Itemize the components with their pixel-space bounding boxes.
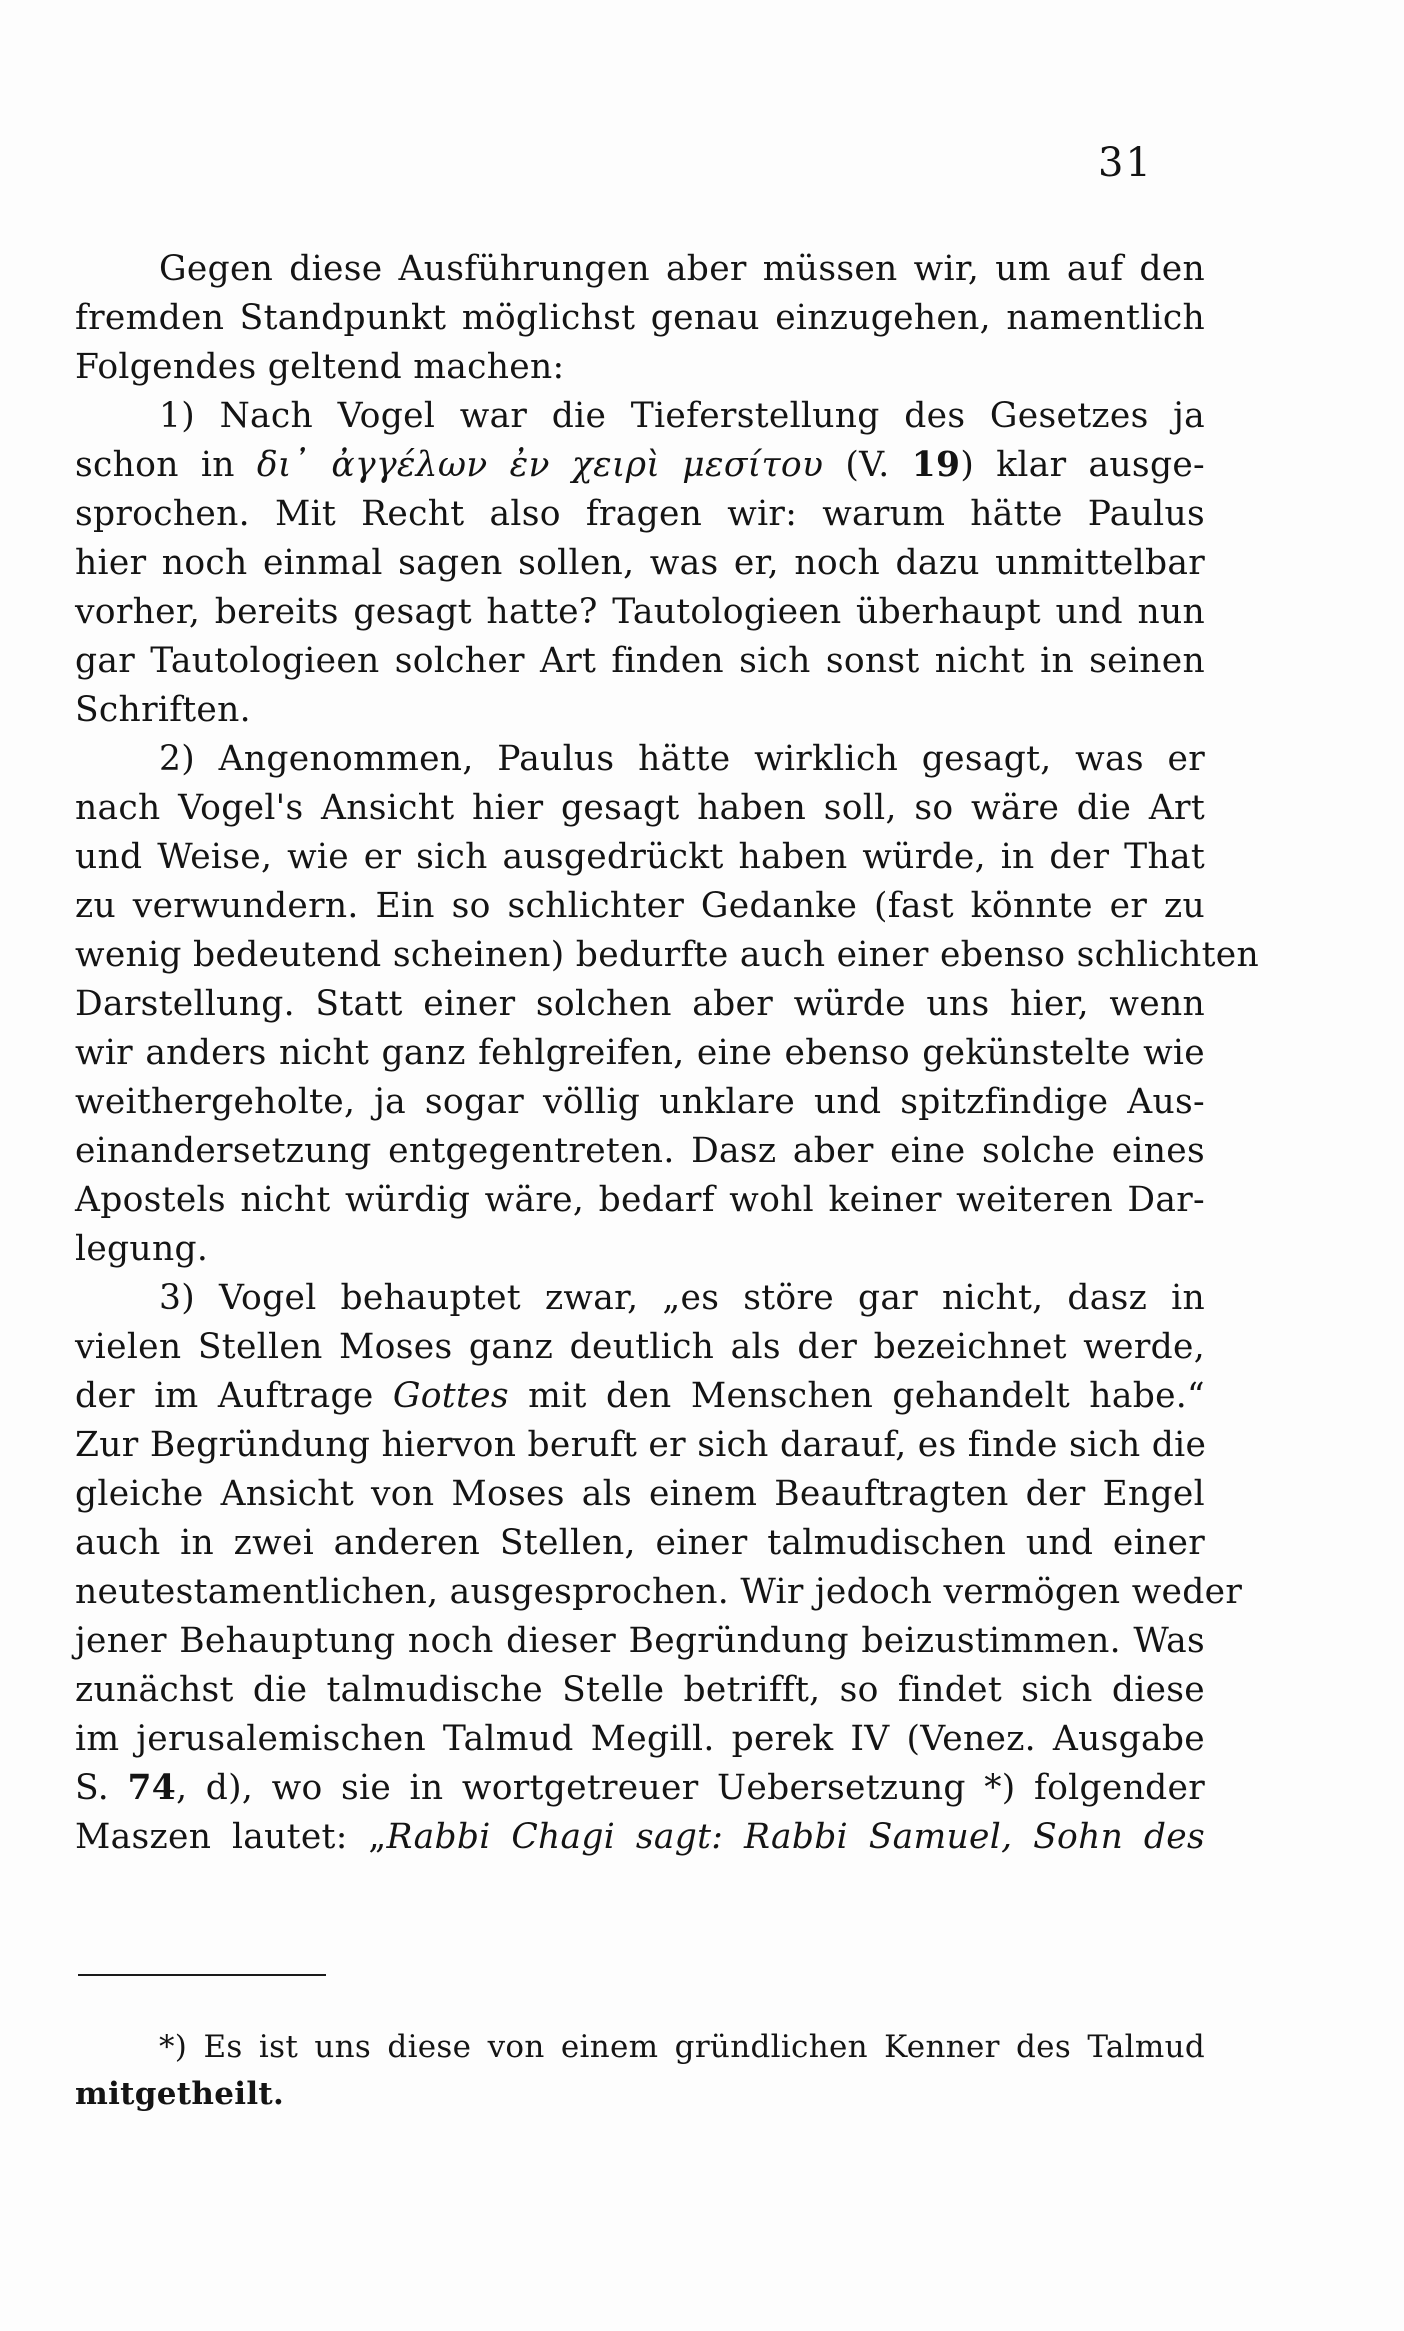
text-run: der im Auftrage [75, 1376, 393, 1416]
text-line: Gegen diese Ausführungen aber müssen wir, um auf den [159, 249, 1205, 289]
text-line: vorher, bereits gesagt hatte? Tautologieen überhaupt und nun [75, 592, 1205, 632]
text-line: Folgendes geltend machen: [75, 347, 565, 387]
text-line: legung. [75, 1229, 209, 1269]
footnote-line: *) Es ist uns diese von einem gründlichen Kenner des Talmud [159, 2029, 1205, 2065]
text-run: , d), wo sie in wortgetreuer Uebersetzung *) folgender [176, 1768, 1205, 1808]
emphasis-gottes: Gottes [392, 1376, 509, 1416]
text-line: nach Vogel's Ansicht hier gesagt haben soll, so wäre die Art [75, 788, 1205, 828]
text-line: zunächst die talmudische Stelle betrifft, so findet sich diese [75, 1670, 1205, 1710]
text-line: Zur Begründung hiervon beruft er sich darauf, es finde sich die [75, 1425, 1207, 1465]
text-line: hier noch einmal sagen sollen, was er, noch dazu unmittelbar [75, 543, 1205, 583]
text-run: mit den Menschen gehandelt habe.“ [508, 1376, 1205, 1416]
text-line: Schriften. [75, 690, 251, 730]
text-line: und Weise, wie er sich ausgedrückt haben würde, in der That [75, 837, 1205, 877]
text-line: sprochen. Mit Recht also fragen wir: warum hätte Paulus [75, 494, 1205, 534]
text-run: (V. [823, 445, 912, 485]
text-line [75, 1372, 1205, 1421]
numbered-point: 1) Nach Vogel war die Tieferstellung des Gesetzes ja [159, 396, 1205, 436]
footnote-line: mitgetheilt. [75, 2076, 285, 2112]
footnote [75, 2024, 1205, 2118]
text-line: fremden Standpunkt möglichst genau einzugehen, namentlich [75, 298, 1205, 338]
talmud-quote: Rabbi Chagi sagt: Rabbi Samuel, Sohn des [386, 1817, 1205, 1857]
footnote-divider [78, 1974, 326, 1976]
verse-number: 19 [911, 445, 961, 485]
page-number: 31 [1098, 140, 1153, 186]
text-run: S. [75, 1768, 128, 1808]
text-line [75, 392, 1205, 441]
text-line: neutestamentlichen, ausgesprochen. Wir jedoch vermögen weder [75, 1572, 1243, 1612]
text-line: zu verwundern. Ein so schlichter Gedanke (fast könnte er zu [75, 886, 1205, 926]
text-line: 3) Vogel behauptet zwar, „es störe gar nicht, dasz in [159, 1278, 1205, 1318]
text-line [75, 1764, 1205, 1813]
text-line [75, 441, 1205, 490]
text-line: im jerusalemischen Talmud Megill. perek IV (Venez. Ausgabe [75, 1719, 1205, 1759]
text-line [75, 1813, 1205, 1862]
text-line: weithergeholte, ja sogar völlig unklare und spitzfindige Aus- [75, 1082, 1205, 1122]
text-run: schon in [75, 445, 257, 485]
text-line: gleiche Ansicht von Moses als einem Beauftragten der Engel [75, 1474, 1205, 1514]
text-line: 2) Angenommen, Paulus hätte wirklich gesagt, was er [159, 739, 1205, 779]
text-line: jener Behauptung noch dieser Begründung beizustimmen. Was [75, 1621, 1205, 1661]
text-line: auch in zwei anderen Stellen, einer talmudischen und einer [75, 1523, 1205, 1563]
text-run: ) klar ausge- [960, 445, 1205, 485]
text-run: Maszen lautet: „ [75, 1817, 387, 1857]
main-text [75, 245, 1259, 1862]
text-line: wenig bedeutend scheinen) bedurfte auch einer ebenso schlichten [75, 935, 1259, 975]
text-line: Apostels nicht würdig wäre, bedarf wohl keiner weiteren Dar- [75, 1180, 1205, 1220]
greek-quote: δι᾿ ἀγγέλων ἐν χειρὶ μεσίτου [256, 445, 824, 485]
text-line: gar Tautologieen solcher Art finden sich sonst nicht in seinen [75, 641, 1205, 681]
text-line: Darstellung. Statt einer solchen aber würde uns hier, wenn [75, 984, 1205, 1024]
text-line: einandersetzung entgegentreten. Dasz aber eine solche eines [75, 1131, 1205, 1171]
text-line: wir anders nicht ganz fehlgreifen, eine ebenso gekünstelte wie [75, 1033, 1205, 1073]
page-ref-number: 74 [127, 1768, 177, 1808]
text-line: vielen Stellen Moses ganz deutlich als der bezeichnet werde, [75, 1327, 1205, 1367]
